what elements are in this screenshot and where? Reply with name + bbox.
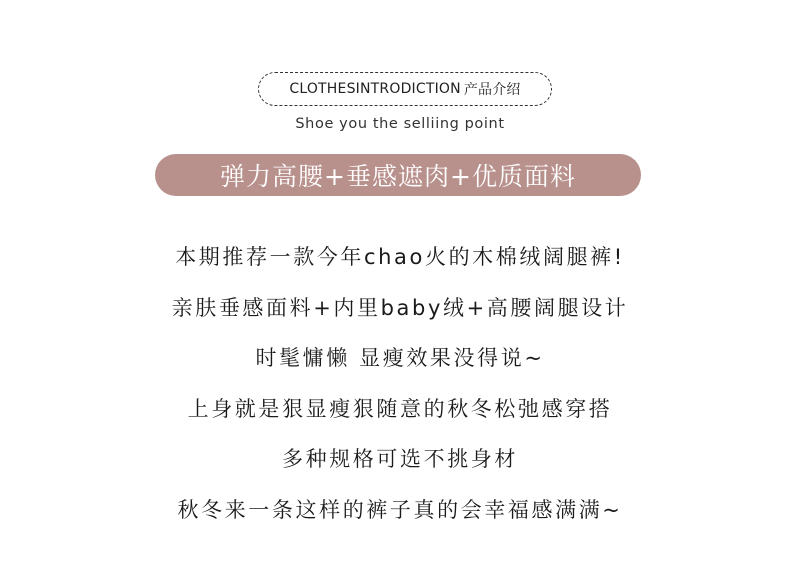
description-line: 本期推荐一款今年chao火的木棉绒阔腿裤! — [175, 245, 625, 269]
selling-point-banner: 弹力高腰+垂感遮肉+优质面料 — [155, 154, 641, 196]
description-line: 多种规格可选不挑身材 — [282, 447, 518, 471]
section-title-badge — [258, 72, 552, 106]
section-title-en: CLOTHESINTRODICTION — [289, 81, 461, 97]
description-list — [0, 232, 800, 535]
description-line: 上身就是狠显瘦狠随意的秋冬松弛感穿搭 — [187, 396, 613, 421]
section-subtitle: Shoe you the selliing point — [295, 116, 505, 132]
description-line: 时髦慵懒 显瘦效果没得说~ — [255, 346, 545, 370]
description-line: 秋冬来一条这样的裤子真的会幸福感满满~ — [177, 497, 623, 522]
section-title-cn: 产品介绍 — [463, 82, 521, 98]
description-line: 亲肤垂感面料+内里baby绒+高腰阔腿设计 — [171, 295, 629, 320]
